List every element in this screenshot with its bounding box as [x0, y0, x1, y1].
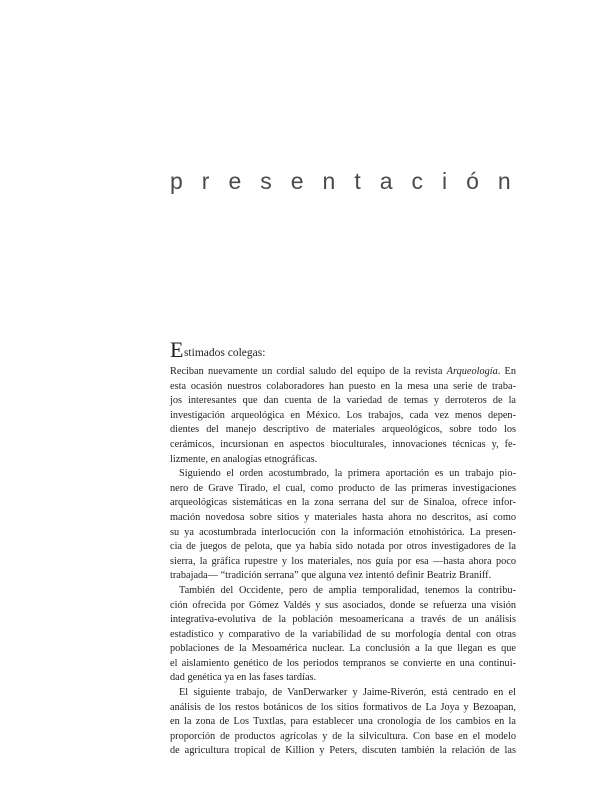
text-line — [170, 496, 516, 511]
text-line-content: esta ocasión nuestros colaboradores han puesto en la mesa una serie de traba- — [170, 380, 516, 392]
text-line-content: cia de juegos de pelota, que ya había sido notada por otros investigadores de la — [170, 541, 516, 553]
text-line-content: El siguiente trabajo, de VanDerwarker y Jaime-Riverón, está centrado en el — [179, 687, 516, 699]
text-line-content: el aislamiento genético de los periodos tempranos se convierte en una continui- — [170, 657, 516, 669]
text-line-content: . En — [497, 366, 516, 377]
text-line — [170, 380, 516, 395]
text-line — [170, 686, 516, 701]
text-line — [170, 511, 516, 526]
text-line — [170, 715, 516, 730]
text-line-content: cerámicos, incursionan en aspectos bioculturales, innovaciones técnicas y, fe- — [170, 438, 516, 450]
text-line — [170, 584, 516, 599]
text-line-content: en la zona de Los Tuxtlas, para establecer una cronología de los cambios en la — [170, 716, 516, 728]
text-line-content: dientes del manejo descriptivo de materiales arqueológicos, sobre todo los — [170, 424, 516, 436]
text-line-content: estadístico y comparativo de la variabilidad de su morfología dental con otras — [170, 628, 516, 640]
text-line-content: poblaciones de la Mesoamérica nuclear. La conclusión a la que llegan es que — [170, 643, 516, 655]
text-line — [170, 423, 516, 438]
text-line — [170, 555, 516, 570]
text-line-content: nero de Grave Tirado, el cual, como producto de las primeras investigaciones — [170, 482, 516, 494]
text-line — [170, 657, 516, 672]
text-line — [170, 599, 516, 614]
text-line — [170, 467, 516, 482]
text-line — [170, 365, 516, 380]
text-line — [170, 701, 516, 716]
text-line-content: trabajada— “tradición serrana” que alguna vez intentó definir Beatriz Braniff. — [170, 570, 492, 582]
text-line — [170, 642, 516, 657]
salutation-text: stimados colegas: — [183, 347, 266, 359]
text-line — [170, 409, 516, 424]
text-line-content: su ya acostumbrada interlocución con la información etnohistórica. La presen- — [170, 526, 516, 538]
text-line — [170, 526, 516, 541]
text-line-content: de agricultura tropical de Killion y Peters, discuten también la relación de las — [170, 745, 516, 757]
text-line-content: ción ofrecida por Gómez Valdés y sus asociados, donde se refuerza una visión — [170, 599, 516, 611]
body-text — [170, 365, 516, 759]
page-title: presentación — [170, 168, 530, 194]
text-line-content: arqueológicas sistemáticas en la zona serrana del sur de Sinaloa, ofrece infor- — [170, 497, 516, 509]
text-line-content: dad genética ya en las fases tardías. — [170, 672, 317, 684]
text-line-content: Reciban nuevamente un cordial saludo del equipo de la revista — [170, 366, 447, 377]
text-line-content: Siguiendo el orden acostumbrado, la primera aportación es un trabajo pio- — [179, 468, 516, 480]
text-line-content: sierra, la gráfica rupestre y los materiales, nos guía por esa —hasta ahora poco — [170, 555, 516, 567]
text-line-content: investigación arqueológica en México. Los trabajos, cada vez menos depen- — [170, 409, 516, 421]
text-line-content: También del Occidente, pero de amplia temporalidad, tenemos la contribu- — [179, 584, 516, 596]
text-line — [170, 394, 516, 409]
salutation-initial: E — [170, 337, 184, 362]
text-line-content: mación novedosa sobre sitios y materiales hasta ahora no descritos, así como — [170, 511, 516, 523]
text-line — [170, 744, 516, 759]
salutation — [170, 339, 265, 361]
text-line — [170, 438, 516, 453]
text-line — [170, 628, 516, 643]
text-line — [170, 540, 516, 555]
text-line-content: análisis de los restos botánicos de los sitios formativos de La Joya y Bezoapan, — [170, 701, 516, 713]
text-line-content: lizmente, en analogías etnográficas. — [170, 453, 318, 465]
journal-name: Arqueología — [446, 366, 498, 377]
text-line — [170, 613, 516, 628]
text-line — [170, 671, 516, 686]
text-line — [170, 730, 516, 745]
text-line-content: jos interesantes que dan cuenta de la variedad de temas y derroteros de la — [170, 395, 516, 407]
text-line-content: proporción de productos agrícolas y de la silvicultura. Con base en el modelo — [170, 730, 516, 742]
text-line — [170, 453, 516, 468]
text-line — [170, 569, 516, 584]
text-line-content: integrativa-evolutiva de la población mesoamericana a través de un análisis — [170, 614, 516, 626]
text-line — [170, 482, 516, 497]
